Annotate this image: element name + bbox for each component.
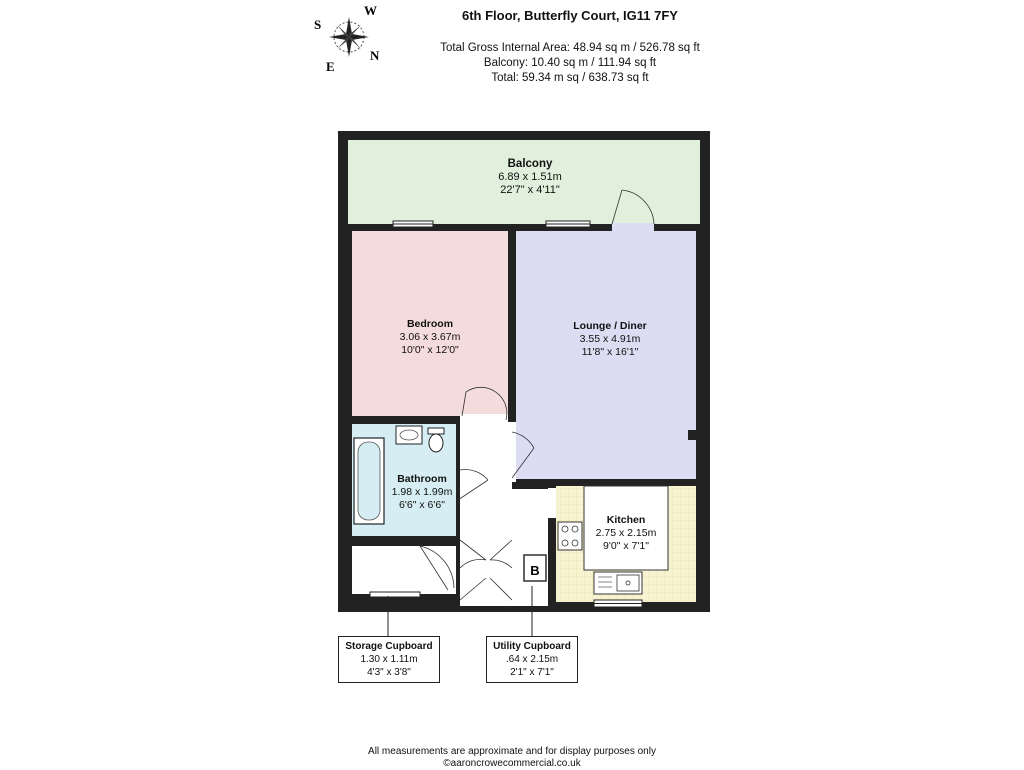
utility-area [512, 492, 548, 600]
lounge-label: Lounge / Diner 3.55 x 4.91m 11'8" x 16'1" [573, 320, 647, 358]
compass-west-label: W [364, 3, 377, 18]
bathroom-label: Bathroom 1.98 x 1.99m 6'6" x 6'6" [391, 473, 453, 511]
gross-area-text: Total Gross Internal Area: 48.94 sq m / 526.78 sq ft [440, 42, 700, 54]
compass-east-label: E [326, 59, 335, 74]
hob-icon [558, 522, 582, 550]
compass-north-label: N [370, 48, 380, 63]
compass-south-label: S [314, 17, 322, 32]
disclaimer-text: All measurements are approximate and for display purposes only [368, 746, 656, 757]
floor-title: 6th Floor, Butterfly Court, IG11 7FY [462, 8, 678, 23]
boiler-label: B [530, 563, 540, 578]
bedroom-label: Bedroom 3.06 x 3.67m 10'0" x 12'0" [399, 318, 461, 356]
total-area-text: Total: 59.34 m sq / 638.73 sq ft [491, 72, 649, 84]
storage-cupboard-callout: Storage Cupboard 1.30 x 1.11m 4'3" x 3'8" [338, 636, 440, 683]
utility-cupboard-callout: Utility Cupboard .64 x 2.15m 2'1" x 7'1" [486, 636, 578, 683]
balcony-label: Balcony 6.89 x 1.51m 22'7" x 4'11" [498, 158, 562, 196]
storage-area [352, 546, 456, 594]
toilet-icon [428, 428, 444, 434]
balcony-area-text: Balcony: 10.40 sq m / 111.94 sq ft [483, 57, 657, 69]
kitchen-label: Kitchen 2.75 x 2.15m 9'0" x 7'1" [595, 514, 657, 552]
compass-rose-icon [329, 17, 369, 57]
credit-text: ©aaroncrowecommercial.co.uk [443, 758, 581, 769]
